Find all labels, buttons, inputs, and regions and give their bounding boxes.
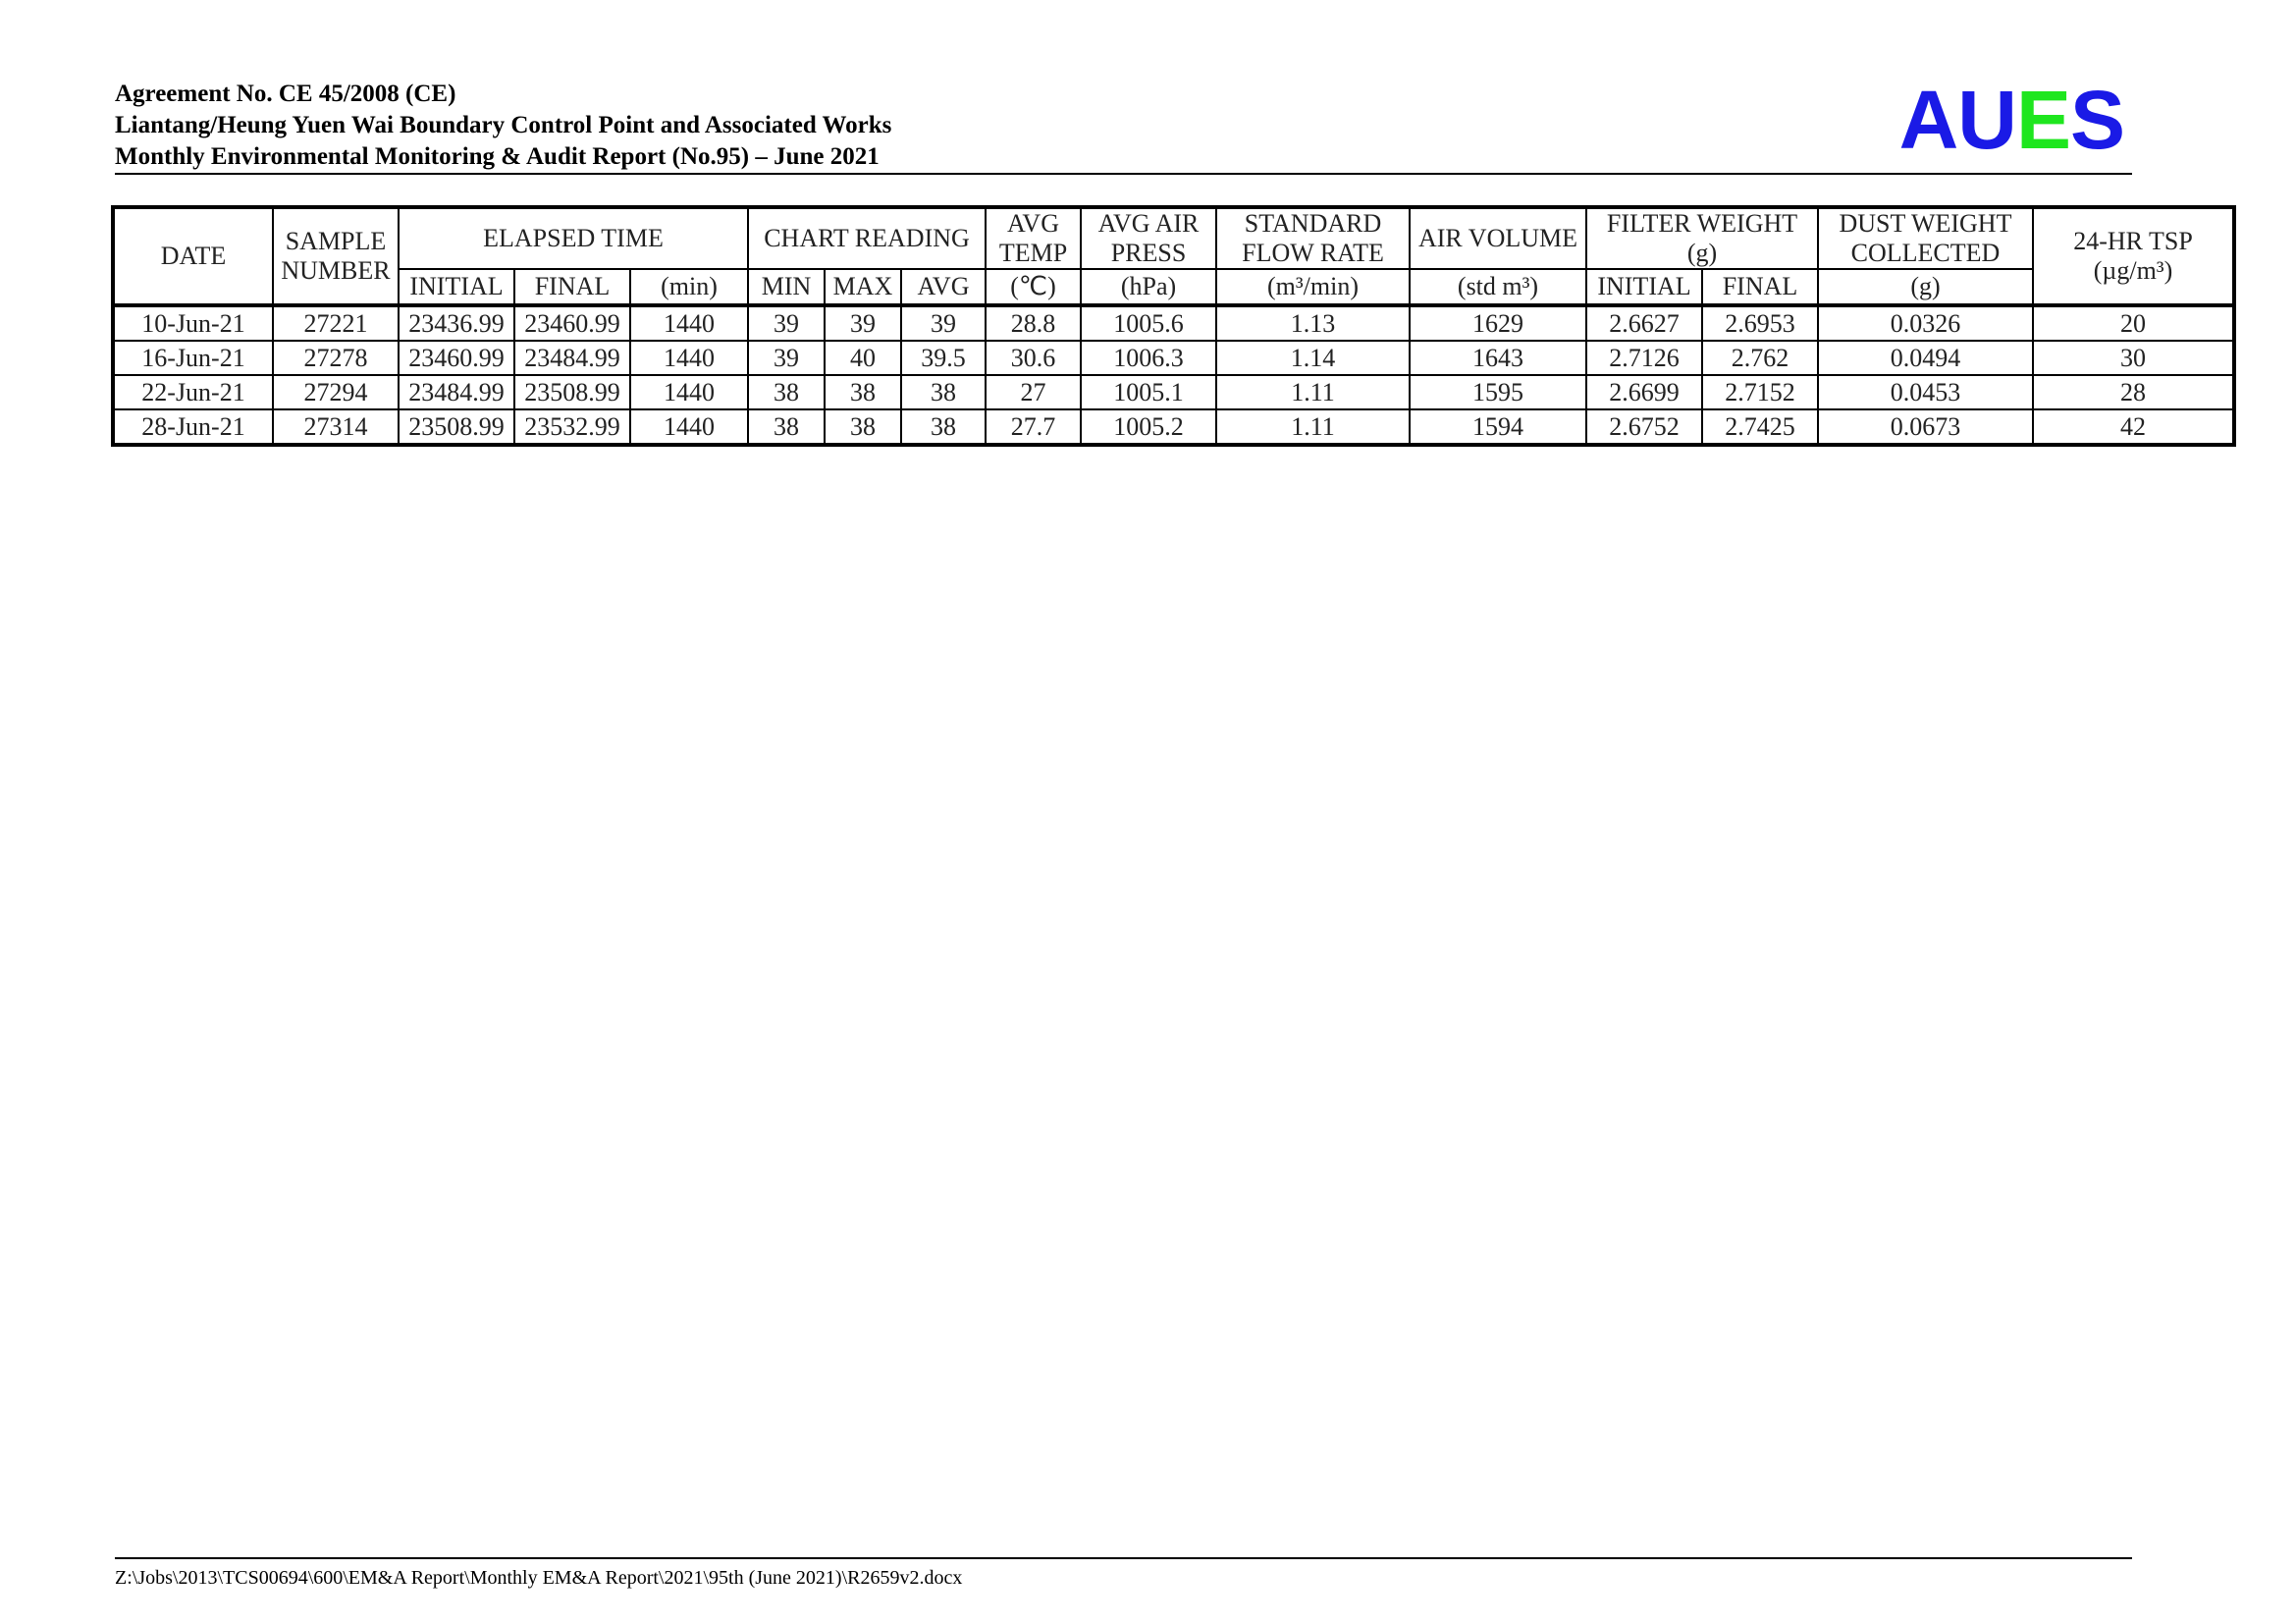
cell-sample-number: 27314 <box>273 409 399 445</box>
cell-avg-air-press: 1005.2 <box>1081 409 1216 445</box>
cell-chart-min: 39 <box>748 341 825 375</box>
cell-air-volume: 1594 <box>1410 409 1586 445</box>
agreement-number: Agreement No. CE 45/2008 (CE) <box>115 81 456 107</box>
cell-flow-rate: 1.11 <box>1216 375 1410 409</box>
subheader-temp-unit: (℃) <box>986 269 1081 305</box>
subheader-filter-initial: INITIAL <box>1586 269 1702 305</box>
logo-text-e: E <box>2015 74 2070 166</box>
cell-elapsed-min: 1440 <box>630 375 748 409</box>
cell-avg-temp: 28.8 <box>986 305 1081 341</box>
subheader-flow-unit: (m³/min) <box>1216 269 1410 305</box>
subheader-press-unit: (hPa) <box>1081 269 1216 305</box>
cell-date: 16-Jun-21 <box>113 341 273 375</box>
cell-filter-initial: 2.6699 <box>1586 375 1702 409</box>
cell-chart-avg: 39 <box>901 305 986 341</box>
cell-sample-number: 27278 <box>273 341 399 375</box>
cell-flow-rate: 1.11 <box>1216 409 1410 445</box>
cell-elapsed-initial: 23508.99 <box>399 409 514 445</box>
cell-elapsed-initial: 23460.99 <box>399 341 514 375</box>
cell-avg-temp: 27.7 <box>986 409 1081 445</box>
cell-24hr-tsp: 20 <box>2033 305 2234 341</box>
cell-elapsed-initial: 23484.99 <box>399 375 514 409</box>
table-row <box>113 409 2234 445</box>
header-avg-air-press: AVG AIR PRESS <box>1081 207 1216 269</box>
cell-avg-air-press: 1005.1 <box>1081 375 1216 409</box>
cell-avg-temp: 27 <box>986 375 1081 409</box>
subheader-chart-max: MAX <box>825 269 901 305</box>
cell-chart-min: 38 <box>748 409 825 445</box>
cell-filter-final: 2.6953 <box>1702 305 1818 341</box>
cell-filter-final: 2.762 <box>1702 341 1818 375</box>
cell-sample-number: 27221 <box>273 305 399 341</box>
cell-filter-initial: 2.6752 <box>1586 409 1702 445</box>
cell-dust-weight: 0.0673 <box>1818 409 2033 445</box>
cell-elapsed-min: 1440 <box>630 341 748 375</box>
tsp-monitoring-table <box>111 205 2236 447</box>
cell-elapsed-final: 23484.99 <box>514 341 630 375</box>
cell-filter-final: 2.7152 <box>1702 375 1818 409</box>
cell-date: 22-Jun-21 <box>113 375 273 409</box>
subheader-elapsed-min: (min) <box>630 269 748 305</box>
report-title: Monthly Environmental Monitoring & Audit Report (No.95) – June 2021 <box>115 143 880 170</box>
cell-dust-weight: 0.0326 <box>1818 305 2033 341</box>
header-dust-weight: DUST WEIGHT COLLECTED <box>1818 207 2033 269</box>
header-filter-weight: FILTER WEIGHT (g) <box>1586 207 1818 269</box>
cell-avg-air-press: 1005.6 <box>1081 305 1216 341</box>
cell-filter-initial: 2.7126 <box>1586 341 1702 375</box>
cell-flow-rate: 1.13 <box>1216 305 1410 341</box>
table-row <box>113 341 2234 375</box>
logo-text-s: S <box>2069 74 2124 166</box>
aues-logo <box>1898 74 2124 166</box>
cell-avg-temp: 30.6 <box>986 341 1081 375</box>
document-header <box>115 74 2132 175</box>
cell-elapsed-initial: 23436.99 <box>399 305 514 341</box>
cell-dust-weight: 0.0494 <box>1818 341 2033 375</box>
cell-avg-air-press: 1006.3 <box>1081 341 1216 375</box>
cell-24hr-tsp: 28 <box>2033 375 2234 409</box>
cell-air-volume: 1595 <box>1410 375 1586 409</box>
cell-chart-max: 38 <box>825 409 901 445</box>
cell-elapsed-final: 23460.99 <box>514 305 630 341</box>
cell-chart-max: 38 <box>825 375 901 409</box>
cell-chart-max: 40 <box>825 341 901 375</box>
header-air-volume: AIR VOLUME <box>1410 207 1586 269</box>
document-footer <box>115 1557 2132 1591</box>
table-row <box>113 305 2234 341</box>
cell-elapsed-final: 23532.99 <box>514 409 630 445</box>
header-standard-flow-rate: STANDARD FLOW RATE <box>1216 207 1410 269</box>
cell-elapsed-min: 1440 <box>630 305 748 341</box>
subheader-elapsed-final: FINAL <box>514 269 630 305</box>
cell-dust-weight: 0.0453 <box>1818 375 2033 409</box>
subheader-filter-final: FINAL <box>1702 269 1818 305</box>
cell-24hr-tsp: 42 <box>2033 409 2234 445</box>
header-elapsed-time: ELAPSED TIME <box>399 207 748 269</box>
subheader-chart-min: MIN <box>748 269 825 305</box>
cell-air-volume: 1629 <box>1410 305 1586 341</box>
cell-date: 10-Jun-21 <box>113 305 273 341</box>
cell-elapsed-final: 23508.99 <box>514 375 630 409</box>
header-date: DATE <box>113 207 273 305</box>
cell-sample-number: 27294 <box>273 375 399 409</box>
subheader-volume-unit: (std m³) <box>1410 269 1586 305</box>
cell-chart-avg: 39.5 <box>901 341 986 375</box>
file-path: Z:\Jobs\2013\TCS00694\600\EM&A Report\Monthly EM&A Report\2021\95th (June 2021)\R2659v2.docx <box>115 1567 963 1589</box>
subheader-chart-avg: AVG <box>901 269 986 305</box>
header-24hr-tsp: 24-HR TSP (µg/m³) <box>2033 207 2234 305</box>
cell-chart-max: 39 <box>825 305 901 341</box>
cell-date: 28-Jun-21 <box>113 409 273 445</box>
project-title: Liantang/Heung Yuen Wai Boundary Control Point and Associated Works <box>115 112 892 138</box>
cell-elapsed-min: 1440 <box>630 409 748 445</box>
table-row <box>113 375 2234 409</box>
header-chart-reading: CHART READING <box>748 207 986 269</box>
header-avg-temp: AVG TEMP <box>986 207 1081 269</box>
logo-text-au: AU <box>1898 74 2016 166</box>
cell-chart-avg: 38 <box>901 409 986 445</box>
cell-flow-rate: 1.14 <box>1216 341 1410 375</box>
cell-chart-avg: 38 <box>901 375 986 409</box>
cell-chart-min: 39 <box>748 305 825 341</box>
cell-24hr-tsp: 30 <box>2033 341 2234 375</box>
cell-air-volume: 1643 <box>1410 341 1586 375</box>
subheader-dust-unit: (g) <box>1818 269 2033 305</box>
cell-filter-initial: 2.6627 <box>1586 305 1702 341</box>
cell-chart-min: 38 <box>748 375 825 409</box>
cell-filter-final: 2.7425 <box>1702 409 1818 445</box>
header-sample-number: SAMPLE NUMBER <box>273 207 399 305</box>
subheader-elapsed-initial: INITIAL <box>399 269 514 305</box>
